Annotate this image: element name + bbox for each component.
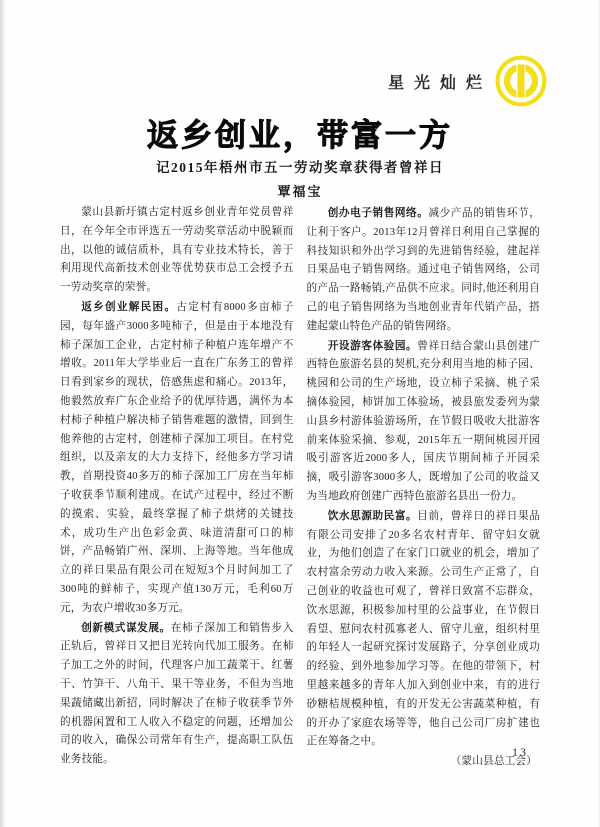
paragraph-lead: 创新模式谋发展。 [81, 621, 171, 634]
article-author: 覃福宝 [277, 184, 323, 199]
paragraph-new-model [60, 619, 294, 770]
paragraph-help-rich [307, 507, 541, 752]
paragraph-text: 目前，曾祥日的祥日果品有限公司安排了20多名农村青年、留守妇女就业，为他们创造了在家门口就业的机会，增加了农村富余劳动力收入来源。公司生产正常了，自己创业的收益也可观了，曾祥日致富不忘群众，饮水思源，积极参加村里的公益事业，在节假日看望、慰问农村孤寡老人、留守儿童，组织村里的年轻人一起研究探讨发展路子，分享创业成功的经验、到外地参加学习等。在他的带领下，村里越来越多的青年人加入到创业中来，有的进行砂糖桔规模种植，有的开发无公害蔬菜种植，有的开办了家庭农场等等，他自己公司厂房扩建也正在筹备之中。 [306, 510, 540, 748]
paragraph-visitor-park [307, 337, 541, 507]
right-column [307, 204, 541, 772]
paragraph-text: 蒙山县新圩镇古定村返乡创业青年党员曾祥日，在今年全市评选五一劳动奖章活动中脱颖而出，以他的诚信质朴，具有专业技术特长，善于利用现代高新技术创业等优势获市总工会授予五一劳动奖章的荣誉。 [60, 207, 294, 294]
left-column [60, 204, 294, 772]
paragraph-lead: 创办电子销售网络。 [327, 207, 429, 219]
page-number: 13 [512, 745, 528, 759]
article-subtitle: 记2015年梧州市五一劳动奖章获得者曾祥日 [156, 160, 444, 175]
paragraph-text: 曾祥日结合蒙山县创建广西特色旅游名县的契机,充分利用当地的柿子园、桃园和公司的生产场地，设立柿子采摘、桃子采摘体验园，柿饼加工体验场，被县旅发委列为蒙山县乡村游体验游场所，在节假日吸收大批游客前来体验采摘、参观，2015年五一期间桃园开园吸引游客近2000多人，国庆节期间柿子开园采摘，吸引游客3000多人，既增加了公司的收益又为当地政府创建广西特色旅游名县出一份力。 [306, 340, 540, 502]
masthead [388, 54, 548, 108]
paragraph-lead: 开设游客体验园。 [327, 339, 418, 352]
paragraph-intro [60, 204, 294, 298]
paragraph-lead: 饮水思源助民富。 [327, 509, 418, 522]
masthead-text: 星光灿烂 [387, 74, 492, 92]
article-body [60, 204, 540, 772]
paragraph-return-startup [60, 298, 294, 619]
paragraph-text: 在柿子深加工和销售步入正轨后，曾祥日又把目光转向代加工服务。在柿子加工之外的时间，代理客户加工蔬菜干、红薯干、竹笋干、八角干、果干等业务，不但为当地果蔬储藏出新招，同时解决了在柿子收获季节外的机器闲置和工人收入不稳定的问题，还增加公司的收入，确保公司常年有生产，提高职工队伍业务技能。 [60, 622, 294, 766]
paragraph-ecommerce [307, 204, 541, 337]
paragraph-text: 减少产品的销售环节，让利于客户。2013年12月曾祥日利用自己掌握的科技知识和外出学习到的先进销售经验，建起祥日果品电子销售网络。通过电子销售网络，公司的产品一路畅销,产品供不应求。同时,他还利用自己的电子销售网络为当地创业青年代销产品，搭建起蒙山特色产品的销售网络。 [306, 208, 540, 332]
article-title: 返乡创业，带富一方 [147, 118, 453, 153]
attribution: （蒙山县总工会） [450, 756, 537, 768]
paragraph-lead: 返乡创业解民困。 [81, 300, 177, 313]
paragraph-text: 古定村有8000多亩柿子园，每年盛产3000多吨柿子，但是由于本地没有柿子深加工企业，古定村柿子种植户连年增产不增收。2011年大学毕业后一直在广东务工的曾祥日看到家乡的现状，倍感焦虑和痛心。2013年，他毅然放弃广东企业给予的优厚待遇，满怀为本村柿子种植户解决柿子销售难题的激情，回到生他养他的古定村，创建柿子深加工项目。在村党组织，以及亲友的大力支持下，经他多方学习请教，首期投资40多万的柿子深加工厂房在当年柿子收获季节顺利建成。在试产过程中，经过不断的摸索、实验，最终掌握了柿子烘烤的关键技术，成功生产出色彩金黄、味道清甜可口的柿饼，产品畅销广州、深圳、上海等地。当年他成立的祥日果品有限公司在短短3个月时间加工了300吨的鲜柿子，实现产值130万元，毛利60万元，为农户增收30多万元。 [60, 301, 294, 614]
trade-union-logo-icon [494, 54, 548, 108]
